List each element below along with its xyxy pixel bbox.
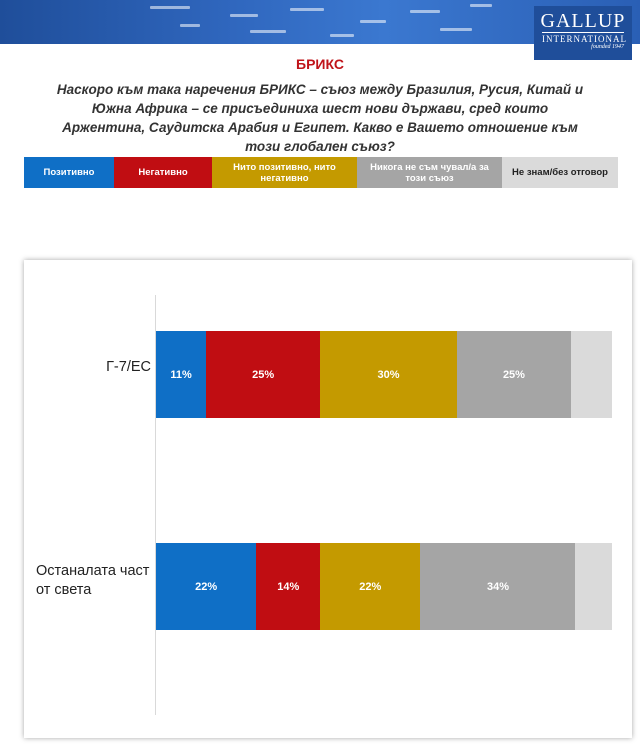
data-label: 11% bbox=[170, 368, 192, 381]
bar-segment-1-1 bbox=[156, 331, 206, 418]
category-label-1: Г-7/ЕС bbox=[106, 359, 151, 375]
data-label: 34% bbox=[486, 580, 509, 593]
data-label: 30% bbox=[377, 368, 400, 381]
bar-segment-2-4 bbox=[420, 543, 575, 630]
legend-item-4: Никога не съм чувал/а за този съюз bbox=[357, 157, 502, 188]
logo-sub-text: INTERNATIONAL bbox=[542, 34, 627, 44]
bar-segment-1-2 bbox=[206, 331, 320, 418]
bar-row-2 bbox=[156, 543, 612, 630]
bar-segment-1-5 bbox=[571, 331, 612, 418]
bar-segment-1-4 bbox=[457, 331, 571, 418]
gallup-logo bbox=[534, 6, 632, 60]
bar-row-1 bbox=[156, 331, 612, 418]
chart-area bbox=[24, 260, 632, 738]
logo-main-text: GALLUP bbox=[540, 10, 626, 32]
data-label: 25% bbox=[252, 368, 275, 381]
legend-item-2: Негативно bbox=[114, 157, 212, 188]
logo-since-text: founded 1947 bbox=[591, 44, 624, 50]
category-label-2: Останалата част от света bbox=[36, 563, 150, 598]
chart-title: БРИКС bbox=[296, 56, 344, 72]
data-label: 25% bbox=[502, 368, 525, 381]
data-label: 22% bbox=[359, 580, 382, 593]
data-label: 22% bbox=[195, 580, 218, 593]
legend-item-5: Не знам/без отговор bbox=[502, 157, 618, 188]
bar-segment-2-3 bbox=[320, 543, 420, 630]
bar-segment-1-3 bbox=[320, 331, 457, 418]
legend-item-1: Позитивно bbox=[24, 157, 114, 188]
data-label: 14% bbox=[277, 580, 300, 593]
bar-segment-2-2 bbox=[256, 543, 320, 630]
survey-question: Наскоро към така наречения БРИКС – съюз между Бразилия, Русия, Китай и Южна Африка – се присъединиха шест нови държави, сред които Аржентина, Саудитска Арабия и Египет. Какво е Вашето отношение към този глобален съюз? bbox=[56, 82, 584, 154]
chart-legend bbox=[24, 157, 618, 188]
legend-item-3: Нито позитивно, нито негативно bbox=[212, 157, 357, 188]
bar-segment-2-1 bbox=[156, 543, 256, 630]
bar-segment-2-5 bbox=[575, 543, 611, 630]
